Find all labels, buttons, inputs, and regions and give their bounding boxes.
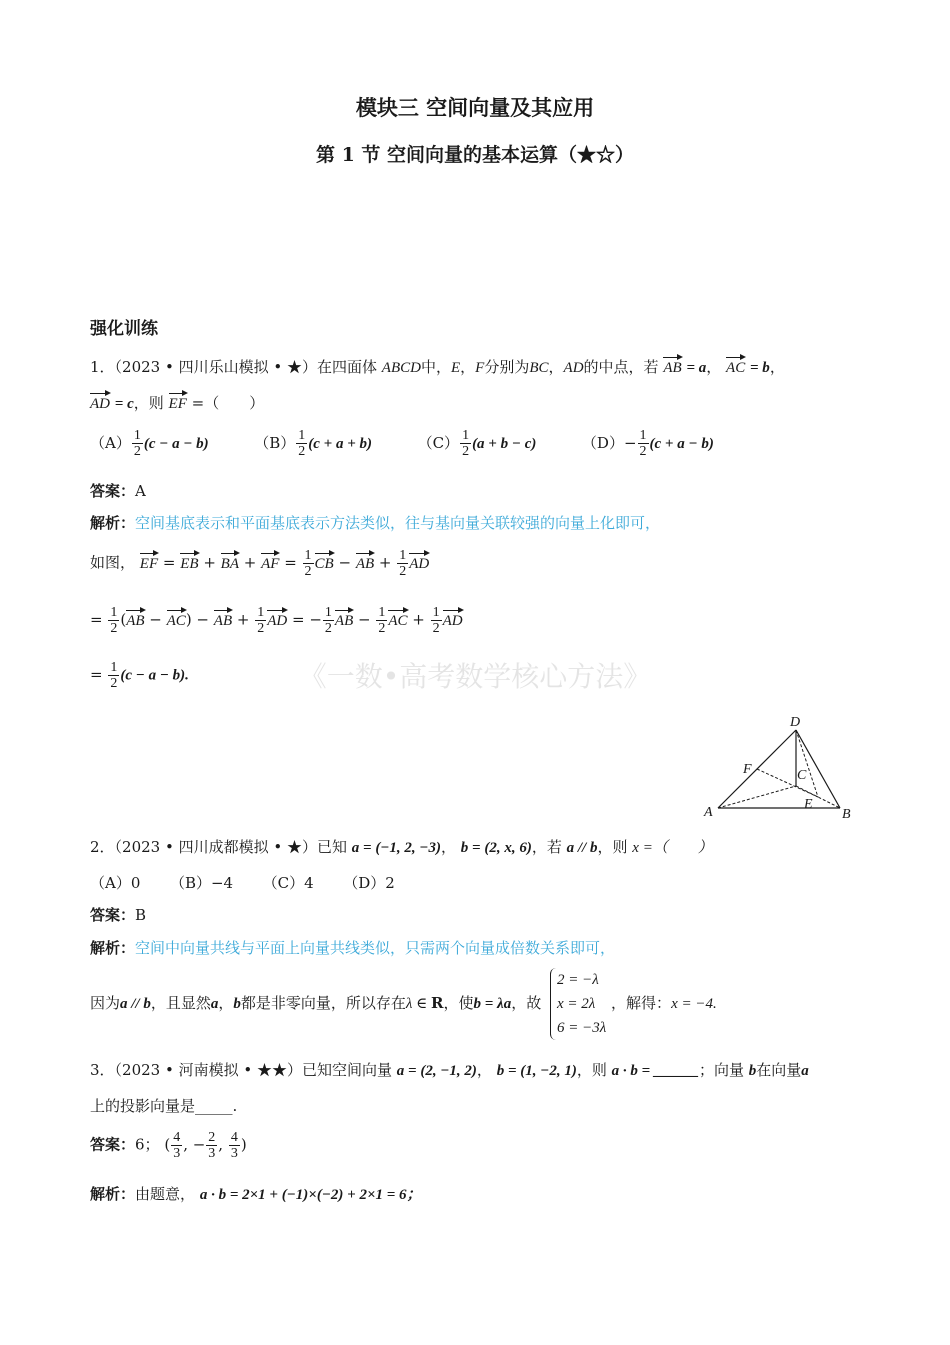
- q2-solution: 因为a // b，且显然a，b都是非零向量，所以存在λ ∈ R，使b = λa，故 2 = −λ x = 2λ 6 = −3λ ，解得：x = −4.: [90, 968, 717, 1040]
- vector-ac: AC: [726, 356, 745, 378]
- option-d: （D）2: [343, 874, 395, 892]
- tetrahedron-figure: [700, 712, 860, 824]
- q2-options: [90, 873, 395, 893]
- label-a: A: [704, 805, 713, 820]
- option-b: （B） $\frac{1}{2}$ (c + a + b): [254, 428, 373, 459]
- q2-answer: 答案：B: [90, 906, 147, 924]
- label-f: F: [743, 762, 752, 777]
- label-d: D: [790, 715, 801, 730]
- q2-analysis: 解析：空间中向量共线与平面上向量共线类似，只需两个向量成倍数关系即可，: [90, 939, 616, 957]
- vector-ef: EF: [169, 392, 187, 414]
- option-a: （A）0: [90, 874, 141, 892]
- q3-answer: 答案：6； ( $\frac{4}{3}$ , − $\frac{2}{3}$ , $\frac{4}{3}$ ): [90, 1130, 247, 1161]
- option-c: （C）4: [262, 874, 314, 892]
- vector-ad: AD: [90, 392, 110, 414]
- q2-stem: 2．（2023 • 四川成都模拟 • ★）已知 a = (−1, 2, −3)， b = (2, x, 6)，若 a // b，则 x =（ ）: [90, 838, 713, 856]
- equation-system: 2 = −λ x = 2λ 6 = −3λ: [550, 968, 606, 1040]
- q1-analysis: 解析：空间基底表示和平面基底表示方法类似，往与基向量关联较强的向量上化即可，: [90, 514, 661, 532]
- page-subtitle: 第 1 节 空间向量的基本运算（★☆）: [315, 144, 635, 166]
- q1-options: [90, 428, 714, 459]
- label-e: E: [804, 797, 813, 812]
- label-c: C: [797, 768, 807, 783]
- option-b: （B）−4: [169, 874, 234, 892]
- q1-derivation-line1: 如图， EF = EB + BA + AF = $\frac{1}{2}$ CB − AB + $\frac{1}{2}$ AD: [90, 548, 430, 579]
- watermark: 《一数•高考数学核心方法》: [298, 660, 652, 693]
- q3-stem-line1: 3．（2023 • 河南模拟 • ★★）已知空间向量 a = (2, −1, 2)， b = (1, −2, 1)，则 a · b = ______；向量 b在向量a: [90, 1061, 809, 1079]
- q1-derivation-line3: = $\frac{1}{2}$ (c − a − b).: [90, 660, 189, 691]
- q3-analysis: 解析：由题意， a · b = 2×1 + (−1)×(−2) + 2×1 = 6；: [90, 1185, 422, 1203]
- q1-stem-line1: 1．（2023 • 四川乐山模拟 • ★）在四面体 ABCD中，E，F分别为BC，AD的中点，若 AB = a， AC = b，: [90, 358, 785, 376]
- q1-answer: 答案：A: [90, 482, 146, 500]
- option-d: （D）− $\frac{1}{2}$ (c + a − b): [581, 428, 714, 459]
- q1-stem-line2: AD = c，则 EF =（ ）: [90, 394, 265, 412]
- option-a: （A） $\frac{1}{2}$ (c − a − b): [90, 428, 209, 459]
- q1-derivation-line2: = $\frac{1}{2}$ (AB − AC) − AB + $\frac{1}{2}$ AD = − $\frac{1}{2}$ AB − $\frac{1}{2}$ AC + $\frac{1}{2}$ AD: [90, 605, 463, 636]
- q3-stem-line2: 上的投影向量是_____.: [90, 1097, 238, 1115]
- vector-ab: AB: [663, 356, 681, 378]
- label-b: B: [842, 807, 851, 822]
- option-c: （C） $\frac{1}{2}$ (a + b − c): [417, 428, 537, 459]
- section-heading: 强化训练: [90, 319, 158, 339]
- page-title: 模块三 空间向量及其应用: [355, 95, 595, 120]
